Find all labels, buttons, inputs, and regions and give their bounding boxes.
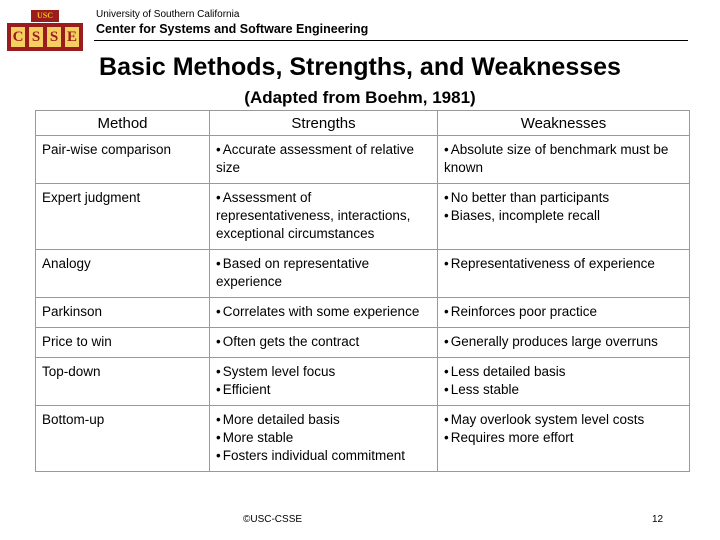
strength-item bbox=[216, 303, 431, 321]
copyright: ©USC-CSSE bbox=[243, 514, 303, 525]
logo-letter: S bbox=[29, 27, 43, 47]
weaknesse-item bbox=[444, 207, 683, 225]
logo-letter: S bbox=[47, 27, 61, 47]
table-row bbox=[36, 250, 690, 298]
strengths-cell bbox=[210, 250, 438, 298]
strength-item bbox=[216, 141, 431, 177]
method-cell: Pair-wise comparison bbox=[36, 136, 210, 184]
strength-item bbox=[216, 363, 431, 381]
bullet-icon: • bbox=[444, 412, 449, 427]
strength-text: Fosters individual commitment bbox=[222, 448, 406, 463]
strengths-cell bbox=[210, 358, 438, 406]
bullet-icon: • bbox=[444, 334, 449, 349]
table-row bbox=[36, 298, 690, 328]
table-row bbox=[36, 406, 690, 472]
method-cell: Expert judgment bbox=[36, 184, 210, 250]
logo-letter: E bbox=[66, 29, 77, 45]
methods-table bbox=[35, 110, 690, 472]
logo-letter: C bbox=[12, 29, 24, 45]
strength-text: Correlates with some experience bbox=[222, 304, 420, 319]
strengths-cell bbox=[210, 136, 438, 184]
logo-badge: USC bbox=[31, 10, 59, 22]
weaknesses-cell bbox=[438, 406, 690, 472]
weaknesses-cell bbox=[438, 250, 690, 298]
bullet-icon: • bbox=[216, 256, 221, 271]
strength-text: Accurate assessment of relative size bbox=[216, 142, 415, 175]
bullet-icon: • bbox=[216, 430, 221, 445]
weaknesses-cell bbox=[438, 136, 690, 184]
method-cell: Top-down bbox=[36, 358, 210, 406]
bullet-icon: • bbox=[216, 448, 221, 463]
weaknesse-item bbox=[444, 255, 683, 273]
bullet-icon: • bbox=[216, 190, 221, 205]
weaknesse-text: Less stable bbox=[450, 382, 520, 397]
bullet-icon: • bbox=[216, 382, 221, 397]
weaknesse-text: Absolute size of benchmark must be known bbox=[444, 142, 669, 175]
weaknesse-item bbox=[444, 141, 683, 177]
center-name: Center for Systems and Software Engineering bbox=[96, 22, 369, 36]
bullet-icon: • bbox=[216, 364, 221, 379]
bullet-icon: • bbox=[216, 304, 221, 319]
weaknesse-text: Generally produces large overruns bbox=[450, 334, 658, 349]
column-header-weaknesses: Weaknesses bbox=[438, 111, 690, 136]
bullet-icon: • bbox=[444, 190, 449, 205]
weaknesse-item bbox=[444, 429, 683, 447]
weaknesses-cell bbox=[438, 298, 690, 328]
strength-text: More detailed basis bbox=[222, 412, 340, 427]
strengths-cell bbox=[210, 298, 438, 328]
strength-item bbox=[216, 381, 431, 399]
weaknesse-item bbox=[444, 363, 683, 381]
table-row bbox=[36, 184, 690, 250]
column-header-strengths: Strengths bbox=[210, 111, 438, 136]
slide-title: Basic Methods, Strengths, and Weaknesses bbox=[99, 53, 621, 81]
slide-subtitle: (Adapted from Boehm, 1981) bbox=[244, 88, 476, 107]
method-cell: Parkinson bbox=[36, 298, 210, 328]
strength-text: More stable bbox=[222, 430, 294, 445]
column-header-method: Method bbox=[36, 111, 210, 136]
bullet-icon: • bbox=[444, 430, 449, 445]
weaknesses-cell bbox=[438, 358, 690, 406]
bullet-icon: • bbox=[444, 382, 449, 397]
table-row bbox=[36, 328, 690, 358]
method-cell: Analogy bbox=[36, 250, 210, 298]
strength-text: Based on representative experience bbox=[216, 256, 370, 289]
strength-item bbox=[216, 255, 431, 291]
weaknesse-text: No better than participants bbox=[450, 190, 610, 205]
university-name: University of Southern California bbox=[96, 9, 240, 20]
bullet-icon: • bbox=[444, 364, 449, 379]
weaknesse-item bbox=[444, 333, 683, 351]
weaknesses-cell bbox=[438, 184, 690, 250]
method-cell: Bottom-up bbox=[36, 406, 210, 472]
table-row bbox=[36, 136, 690, 184]
weaknesse-text: Reinforces poor practice bbox=[450, 304, 598, 319]
bullet-icon: • bbox=[444, 208, 449, 223]
strength-text: Assessment of representativeness, interactions, exceptional circumstances bbox=[216, 190, 411, 241]
weaknesse-text: May overlook system level costs bbox=[450, 412, 645, 427]
weaknesse-item bbox=[444, 189, 683, 207]
bullet-icon: • bbox=[444, 142, 449, 157]
weaknesses-cell bbox=[438, 328, 690, 358]
bullet-icon: • bbox=[216, 412, 221, 427]
method-cell: Price to win bbox=[36, 328, 210, 358]
header-divider bbox=[94, 40, 688, 41]
usc-csse-logo bbox=[5, 5, 85, 53]
weaknesse-text: Representativeness of experience bbox=[450, 256, 655, 271]
weaknesse-item bbox=[444, 381, 683, 399]
strengths-cell bbox=[210, 184, 438, 250]
table-row bbox=[36, 358, 690, 406]
strength-item bbox=[216, 189, 431, 243]
weaknesse-text: Biases, incomplete recall bbox=[450, 208, 601, 223]
strength-item bbox=[216, 333, 431, 351]
weaknesse-item bbox=[444, 411, 683, 429]
bullet-icon: • bbox=[216, 334, 221, 349]
bullet-icon: • bbox=[216, 142, 221, 157]
table-header-row bbox=[36, 111, 690, 136]
strength-item bbox=[216, 447, 431, 465]
strength-text: System level focus bbox=[222, 364, 336, 379]
weaknesse-text: Less detailed basis bbox=[450, 364, 566, 379]
table-body bbox=[36, 136, 690, 472]
page-number: 12 bbox=[652, 514, 664, 525]
weaknesse-item bbox=[444, 303, 683, 321]
strength-item bbox=[216, 411, 431, 429]
bullet-icon: • bbox=[444, 304, 449, 319]
strengths-cell bbox=[210, 406, 438, 472]
bullet-icon: • bbox=[444, 256, 449, 271]
strength-text: Efficient bbox=[222, 382, 271, 397]
weaknesse-text: Requires more effort bbox=[450, 430, 574, 445]
strengths-cell bbox=[210, 328, 438, 358]
strength-item bbox=[216, 429, 431, 447]
strength-text: Often gets the contract bbox=[222, 334, 360, 349]
